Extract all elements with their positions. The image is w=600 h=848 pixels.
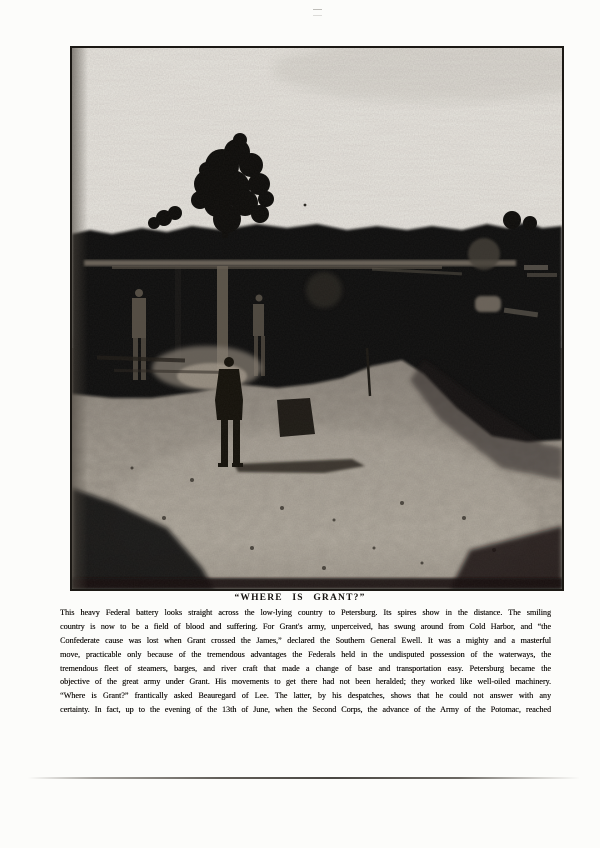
caption-line: This heavy Federal battery looks straight across the low-lying country to Petersburg. Its spires show in the distance. The smiling [60,608,551,617]
scan-fold-line [28,777,580,779]
photo-caption-title: “WHERE IS GRANT?” [234,593,366,603]
caption-line: objective of the great army under Grant. His movements to get there had not been heralded; they worked like well-oiled machinery. [60,677,551,687]
photo-grain [72,48,562,589]
caption-line: tremendous fleet of steamers, barges, and river craft that made a change of base and transportation easy. Petersburg became the [60,663,551,673]
caption-paragraph [60,606,551,717]
caption-line: country is now to be a field of blood and suffering. For Grant's army, unperceived, has swung around from Cold Harbor, and “the [60,621,551,631]
caption-line: move, practicable only because of the tremendous advantages the Federals held in the undisputed possession of the waterways, the [60,649,551,659]
caption-line: “Where is Grant?” frantically asked Beauregard of Lee. The latter, by his despatches, shows that he could not answer with any [60,691,551,701]
caption-line: Confederate cause was lost when Grant crossed the James,” declared the Southern General Ewell. It was a mighty and a masterful [60,635,551,645]
caption-line: certainty. In fact, up to the evening of the 13th of June, when the Second Corps, the advance of the Army of the Potomac, reached [60,705,551,715]
battery-photo [72,48,562,589]
battery-photo-frame [70,46,564,591]
scan-artifact-mark [313,9,322,16]
